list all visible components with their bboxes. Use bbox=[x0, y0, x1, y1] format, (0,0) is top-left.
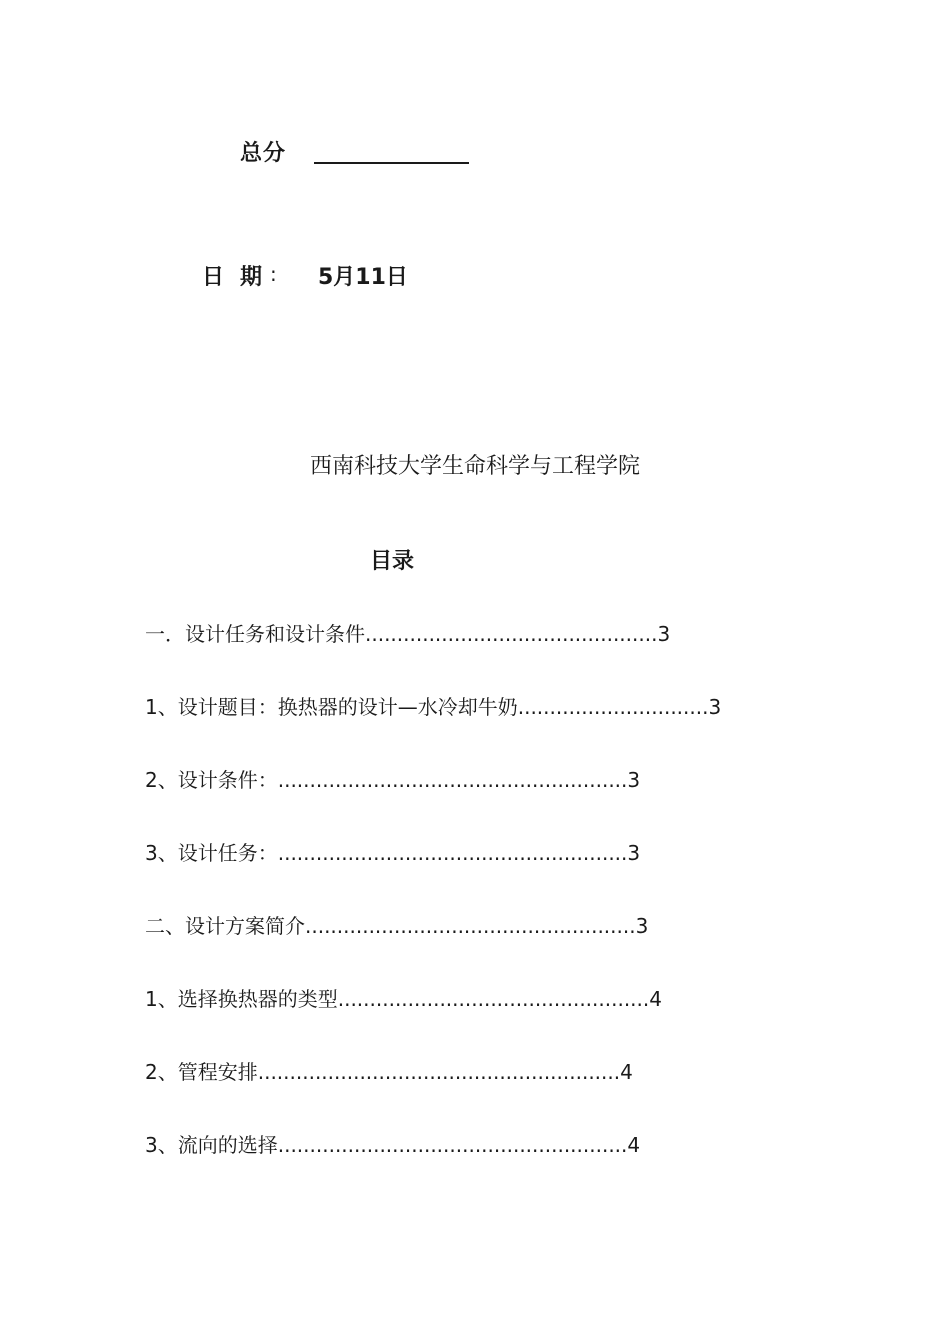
toc-entry-page: 3 bbox=[708, 695, 722, 719]
toc-entry-page: 3 bbox=[627, 841, 641, 865]
toc-entry-dots: ....................................................... bbox=[277, 1133, 628, 1157]
toc-entry[interactable] bbox=[145, 983, 662, 1012]
toc-entry-text: 2、设计条件： bbox=[145, 768, 278, 792]
toc-entry-dots: .................................................... bbox=[305, 914, 636, 938]
toc-entry-text: 一．设计任务和设计条件 bbox=[145, 622, 365, 646]
score-blank-line bbox=[314, 162, 469, 164]
score-label: 总分 bbox=[240, 141, 287, 166]
toc-entry-dots: .............................................. bbox=[365, 622, 658, 646]
toc-entry-dots: ................................................. bbox=[337, 987, 650, 1011]
toc-entry-dots: ....................................................... bbox=[277, 768, 628, 792]
toc-entry[interactable] bbox=[145, 1056, 633, 1085]
toc-entry-page: 4 bbox=[620, 1060, 633, 1084]
toc-entry-text: 2、管程安排 bbox=[145, 1060, 258, 1084]
date-label-part2: 期 bbox=[240, 265, 263, 290]
toc-entry-text: 1、设计题目：换热器的设计—水冷却牛奶 bbox=[145, 695, 518, 719]
toc-entry-page: 4 bbox=[627, 1133, 641, 1157]
date-colon: : bbox=[270, 262, 277, 286]
toc-entry-page: 3 bbox=[635, 914, 649, 938]
toc-entry-dots: .............................. bbox=[517, 695, 709, 719]
toc-entry-page: 4 bbox=[649, 987, 662, 1011]
toc-entry-dots: ......................................................... bbox=[257, 1060, 621, 1084]
toc-title: 目录 bbox=[370, 549, 415, 574]
toc-entry[interactable] bbox=[145, 1129, 640, 1158]
date-value: 5月11日 bbox=[318, 265, 408, 290]
institution-name: 西南科技大学生命科学与工程学院 bbox=[309, 454, 640, 479]
date-label-part1: 日 bbox=[202, 265, 225, 290]
toc-entry[interactable] bbox=[145, 691, 721, 720]
toc-entry[interactable] bbox=[145, 837, 640, 866]
toc-entry[interactable] bbox=[145, 910, 648, 939]
toc-entry-text: 二、设计方案简介 bbox=[145, 914, 305, 938]
toc-entry-page: 3 bbox=[627, 768, 641, 792]
toc-entry-dots: ....................................................... bbox=[277, 841, 628, 865]
toc-entry-text: 1、选择换热器的类型 bbox=[145, 987, 338, 1011]
toc-entry[interactable] bbox=[145, 764, 640, 793]
toc-entry-page: 3 bbox=[657, 622, 671, 646]
toc-entry-text: 3、设计任务： bbox=[145, 841, 278, 865]
toc-entry[interactable] bbox=[145, 618, 670, 647]
toc-entry-text: 3、流向的选择 bbox=[145, 1133, 278, 1157]
date-label bbox=[202, 260, 262, 291]
